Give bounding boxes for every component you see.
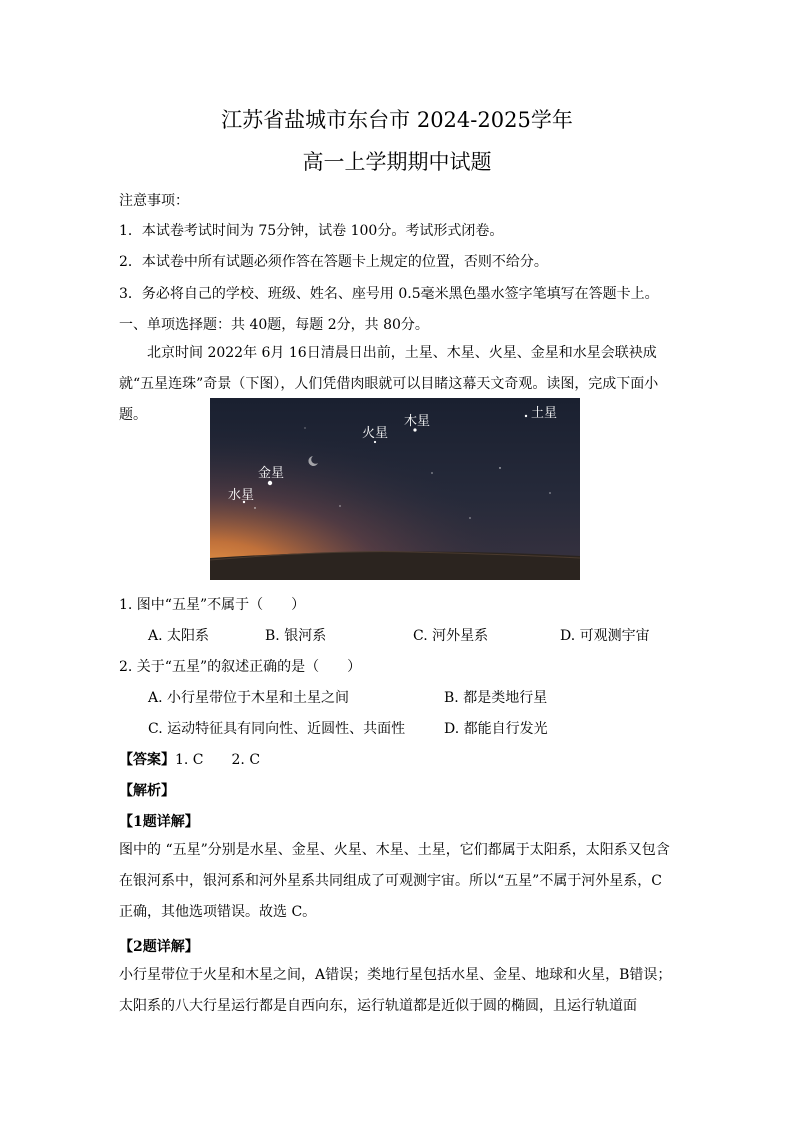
mars-dot <box>374 441 376 443</box>
note-item: 2．本试卷中所有试题必须作答在答题卡上规定的位置，否则不给分。 <box>119 254 548 270</box>
exam-subtitle: 高一上学期期中试题 <box>302 150 492 174</box>
question-2-option-d: D. 都能自行发光 <box>444 721 548 737</box>
analysis-heading: 【解析】 <box>119 783 175 799</box>
answer-label: 【答案】 <box>119 752 175 768</box>
mercury-label: 水星 <box>228 488 255 503</box>
question-1-stem: 1. 图中“五星”不属于（ ） <box>119 597 306 613</box>
question-2-option-b: B. 都是类地行星 <box>444 690 548 706</box>
saturn-label: 土星 <box>531 406 558 421</box>
question-1-option-d: D. 可观测宇宙 <box>560 628 650 644</box>
night-sky-image <box>210 398 580 580</box>
q1-analysis-heading: 【1题详解】 <box>119 814 199 830</box>
question-2-option-a: A. 小行星带位于木星和土星之间 <box>148 690 350 706</box>
question-2-option-c: C. 运动特征具有同向性、近圆性、共面性 <box>148 721 406 737</box>
section-heading: 一、单项选择题：共 40题，每题 2分，共 80分。 <box>119 317 429 333</box>
q1-analysis-text: 图中的 “五星”分别是水星、金星、火星、木星、土星，它们都属于太阳系，太阳系又包含在银河系中，银河系和河外星系共同组成了可观测宇宙。所以“五星”不属于河外星系，C正确，其他选项错误。故选 C。 <box>119 842 670 920</box>
answer-text: 1. C 2. C <box>175 752 261 768</box>
q2-analysis-text: 小行星带位于火星和木星之间，A错误；类地行星包括水星、金星、地球和火星，B错误；太阳系的八大行星运行都是自西向东，运行轨道都是近似于圆的椭圆，且运行轨道面 <box>119 967 672 1014</box>
saturn-dot <box>525 415 527 417</box>
question-1-option-c: C. 河外星系 <box>413 628 489 644</box>
question-passage: 北京时间 2022年 6月 16日清晨日出前，土星、木星、火星、金星和水星会联袂成就“五星连珠”奇景（下图），人们凭借肉眼就可以目睹这幕天文奇观。读图，完成下面小题。 <box>119 345 659 423</box>
note-item: 3．务必将自己的学校、班级、姓名、座号用 0.5毫米黑色墨水签字笔填写在答题卡上。 <box>119 286 659 302</box>
question-2-stem: 2. 关于“五星”的叙述正确的是（ ） <box>119 659 362 675</box>
question-1-option-b: B. 银河系 <box>265 628 327 644</box>
note-item: 1．本试卷考试时间为 75分钟，试卷 100分。考试形式闭卷。 <box>119 223 504 239</box>
jupiter-label: 木星 <box>404 414 431 429</box>
exam-title: 江苏省盐城市东台市 2024-2025学年 <box>221 108 573 132</box>
question-1-option-a: A. 太阳系 <box>148 628 210 644</box>
venus-label: 金星 <box>258 466 285 481</box>
q2-analysis-heading: 【2题详解】 <box>119 939 199 955</box>
five-planets-photo <box>210 398 580 580</box>
notes-heading: 注意事项： <box>119 193 189 209</box>
answer-line <box>119 749 260 769</box>
venus-dot <box>268 481 272 485</box>
mars-label: 火星 <box>362 426 389 441</box>
